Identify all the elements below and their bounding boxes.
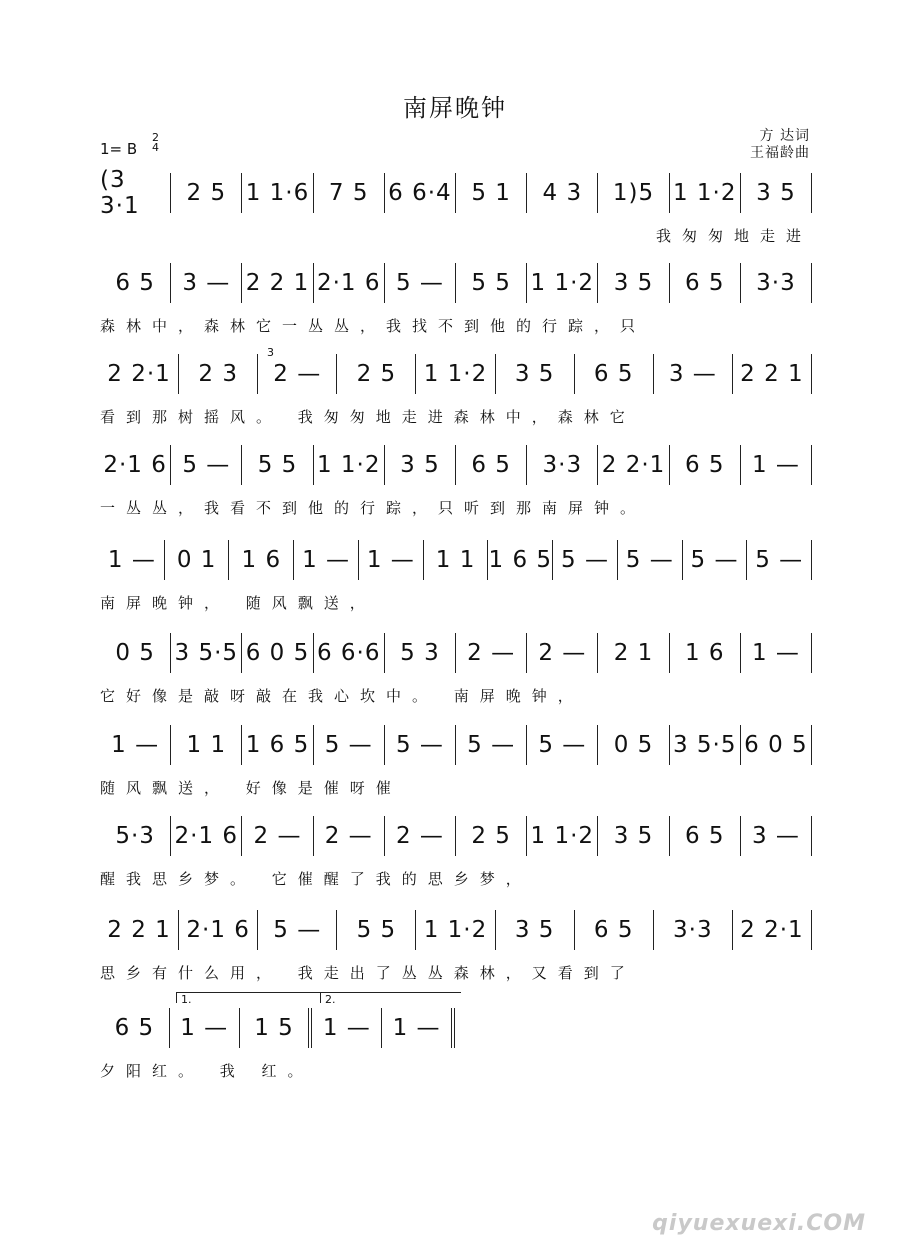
- lyrics-line: 随风飘送， 好像是催呀催: [100, 779, 402, 797]
- watermark: qiyuexuexi.COM: [652, 1211, 866, 1236]
- measure: 2 5: [337, 354, 416, 394]
- measure: 1)5: [598, 173, 669, 213]
- lyricist: 方 达词: [759, 128, 810, 144]
- measure: 5 —: [747, 540, 812, 580]
- lyrics-line: 它好像是敲呀敲在我心坎中。 南屏晚钟，: [100, 687, 584, 705]
- notation-row: [100, 816, 812, 856]
- measure: 1 1·2: [527, 263, 598, 303]
- notation-row: [100, 910, 812, 950]
- measure: 1 —: [359, 540, 424, 580]
- measure: 1 —: [294, 540, 359, 580]
- notation-row: [100, 1008, 455, 1048]
- measure: 2 2·1: [733, 910, 812, 950]
- measure: 6 5: [456, 445, 527, 485]
- notation-row: [100, 167, 812, 219]
- measure: 1 6: [670, 633, 741, 673]
- measure: 2 2 1: [733, 354, 812, 394]
- measure: 1 6 5: [488, 540, 553, 580]
- measure: 2·1 6: [171, 816, 242, 856]
- volta-1: 1.: [176, 992, 321, 1003]
- measure: 1 1: [171, 725, 242, 765]
- measure: 5 —: [385, 725, 456, 765]
- measure: 2 3: [179, 354, 258, 394]
- measure: 6 5: [100, 263, 171, 303]
- measure: 1 —: [100, 725, 171, 765]
- measure: 3 —: [171, 263, 242, 303]
- measure: 7 5: [314, 173, 385, 213]
- measure: 2 5: [171, 173, 242, 213]
- measure: 2 2 1: [100, 910, 179, 950]
- grace-note: 3: [267, 346, 274, 359]
- measure: 5 —: [385, 263, 456, 303]
- measure: 1 6 5: [242, 725, 313, 765]
- measure: 2·1 6: [314, 263, 385, 303]
- measure: 3 5: [598, 263, 669, 303]
- measure: 3 5: [496, 910, 575, 950]
- measure: 3 —: [741, 816, 812, 856]
- measure: 2·1 6: [100, 445, 171, 485]
- measure: 3 5·5: [171, 633, 242, 673]
- notation-row: [100, 633, 812, 673]
- measure: 3·3: [527, 445, 598, 485]
- measure: 2 1: [598, 633, 669, 673]
- measure: 0 1: [165, 540, 230, 580]
- credits: [750, 128, 810, 162]
- measure: 5 —: [314, 725, 385, 765]
- measure: 2 —: [527, 633, 598, 673]
- measure: 6 5: [670, 263, 741, 303]
- measure: 6 6·6: [314, 633, 385, 673]
- measure: 5·3: [100, 816, 171, 856]
- meter-top: 2: [152, 131, 159, 144]
- song-title: 南屏晚钟: [403, 94, 507, 122]
- notation-row: [100, 354, 812, 394]
- measure: 2 —: [258, 354, 337, 394]
- composer: 王福龄曲: [750, 145, 810, 161]
- lyrics-line: 森林中，森林它一丛丛，我找不到他的行踪，只: [100, 317, 647, 335]
- notation-row: [100, 445, 812, 485]
- key-signature: 1= B: [100, 140, 138, 158]
- measure: 3 —: [654, 354, 733, 394]
- measure: 6 0 5: [741, 725, 812, 765]
- measure: 3·3: [741, 263, 812, 303]
- measure: (3 3·1: [100, 173, 171, 213]
- measure: 5 —: [171, 445, 242, 485]
- measure: 5 —: [683, 540, 748, 580]
- measure: 6 6·4: [385, 173, 456, 213]
- lyrics-line: 夕阳红。 我 红。: [100, 1062, 314, 1080]
- measure: 5 3: [385, 633, 456, 673]
- measure: 2 —: [242, 816, 313, 856]
- measure: 6 5: [575, 910, 654, 950]
- measure: 1 6: [229, 540, 294, 580]
- measure: 0 5: [598, 725, 669, 765]
- measure: 6 5: [100, 1008, 170, 1048]
- measure: 3 5: [598, 816, 669, 856]
- measure: 3 5: [741, 173, 812, 213]
- measure: 2 —: [456, 633, 527, 673]
- measure: 2 —: [314, 816, 385, 856]
- lyrics-line: 思乡有什么用， 我走出了丛丛森林，又看到了: [100, 964, 636, 982]
- measure: 3 5: [496, 354, 575, 394]
- measure: 5 —: [553, 540, 618, 580]
- measure: 5 5: [456, 263, 527, 303]
- lyrics-line: 一丛丛，我看不到他的行踪，只听到那南屏钟。: [100, 499, 647, 517]
- measure: 1 1·2: [527, 816, 598, 856]
- measure: 1 1·6: [242, 173, 313, 213]
- measure: 6 5: [670, 445, 741, 485]
- measure: 3 5: [385, 445, 456, 485]
- measure: 1 —: [100, 540, 165, 580]
- measure: 1 —: [170, 1008, 240, 1048]
- measure: 2 2·1: [100, 354, 179, 394]
- measure: 5 1: [456, 173, 527, 213]
- measure: 6 0 5: [242, 633, 313, 673]
- measure: 1 1·2: [670, 173, 741, 213]
- measure: 5 5: [337, 910, 416, 950]
- measure: 1 1·2: [416, 354, 495, 394]
- volta-2: 2.: [320, 992, 461, 1003]
- measure: 6 5: [670, 816, 741, 856]
- measure: 4 3: [527, 173, 598, 213]
- lyrics-line: 看到那树摇风。 我匆匆地走进森林中，森林它: [100, 408, 636, 426]
- measure: 1 5: [240, 1008, 313, 1048]
- measure: 3·3: [654, 910, 733, 950]
- measure: 1 —: [312, 1008, 382, 1048]
- measure: 1 —: [741, 445, 812, 485]
- measure: 5 —: [456, 725, 527, 765]
- lyrics-line: 我匆匆地走进: [655, 227, 812, 245]
- measure: 2·1 6: [179, 910, 258, 950]
- measure: 5 —: [527, 725, 598, 765]
- lyrics-line: 醒我思乡梦。 它催醒了我的思乡梦，: [100, 870, 532, 888]
- measure: 0 5: [100, 633, 171, 673]
- measure: 2 5: [456, 816, 527, 856]
- meter-bottom: 4: [152, 141, 159, 154]
- measure: 6 5: [575, 354, 654, 394]
- notation-row: [100, 725, 812, 765]
- measure: 5 5: [242, 445, 313, 485]
- notation-row: [100, 263, 812, 303]
- notation-row: [100, 540, 812, 580]
- time-signature: [152, 133, 159, 153]
- measure: 5 —: [618, 540, 683, 580]
- measure: 1 1·2: [314, 445, 385, 485]
- measure: 2 —: [385, 816, 456, 856]
- measure: 1 1: [424, 540, 489, 580]
- measure: 1 —: [382, 1008, 455, 1048]
- lyrics-line: 南屏晚钟， 随风飘送，: [100, 594, 376, 612]
- measure: 3 5·5: [670, 725, 741, 765]
- measure: 1 —: [741, 633, 812, 673]
- measure: 1 1·2: [416, 910, 495, 950]
- measure: 2 2 1: [242, 263, 313, 303]
- measure: 2 2·1: [598, 445, 669, 485]
- measure: 5 —: [258, 910, 337, 950]
